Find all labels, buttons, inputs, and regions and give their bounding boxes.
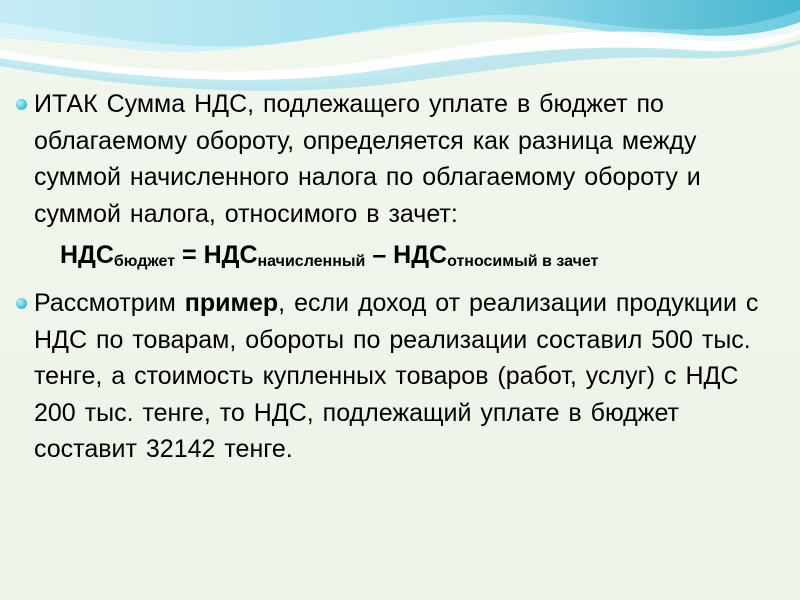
bullet-item-1 [14,86,784,232]
bullet-icon [16,298,27,309]
bullet-text-2-after: , если доход от реализации продукции с НДС по товарам, обороты по реализации составил 500 тыс. тенге, а стоимость купленных товаров (работ, услуг) с НДС 200 тыс. тенге, то НДС, подлежащий уплате в бюджет составит 32142 тенге. [34,289,759,463]
formula-sub-offset: относимый в зачет [447,253,599,270]
bullet-text-2-before: Рассмотрим [34,289,185,317]
formula-equals: = [175,241,204,269]
formula-term-vat-accrued: НДС [203,241,258,269]
bullet-text-2-bold: пример [184,289,279,317]
formula-minus: – [365,241,394,269]
formula-sub-budget: бюджет [113,253,176,270]
formula-term-vat-budget: НДС [60,241,114,269]
slide-content [14,86,784,468]
wave-decoration [0,0,800,92]
formula-term-vat-offset: НДС [393,241,448,269]
bullet-icon [16,99,27,110]
formula-sub-accrued: начисленный [257,253,366,270]
vat-formula [14,232,784,285]
bullet-text-1: ИТАК Сумма НДС, подлежащего уплате в бюджет по облагаемому обороту, определяется как разница между суммой начисленного налога по облагаемому обороту и суммой налога, относимого в зачет: [34,90,701,228]
bullet-item-2 [14,285,784,468]
